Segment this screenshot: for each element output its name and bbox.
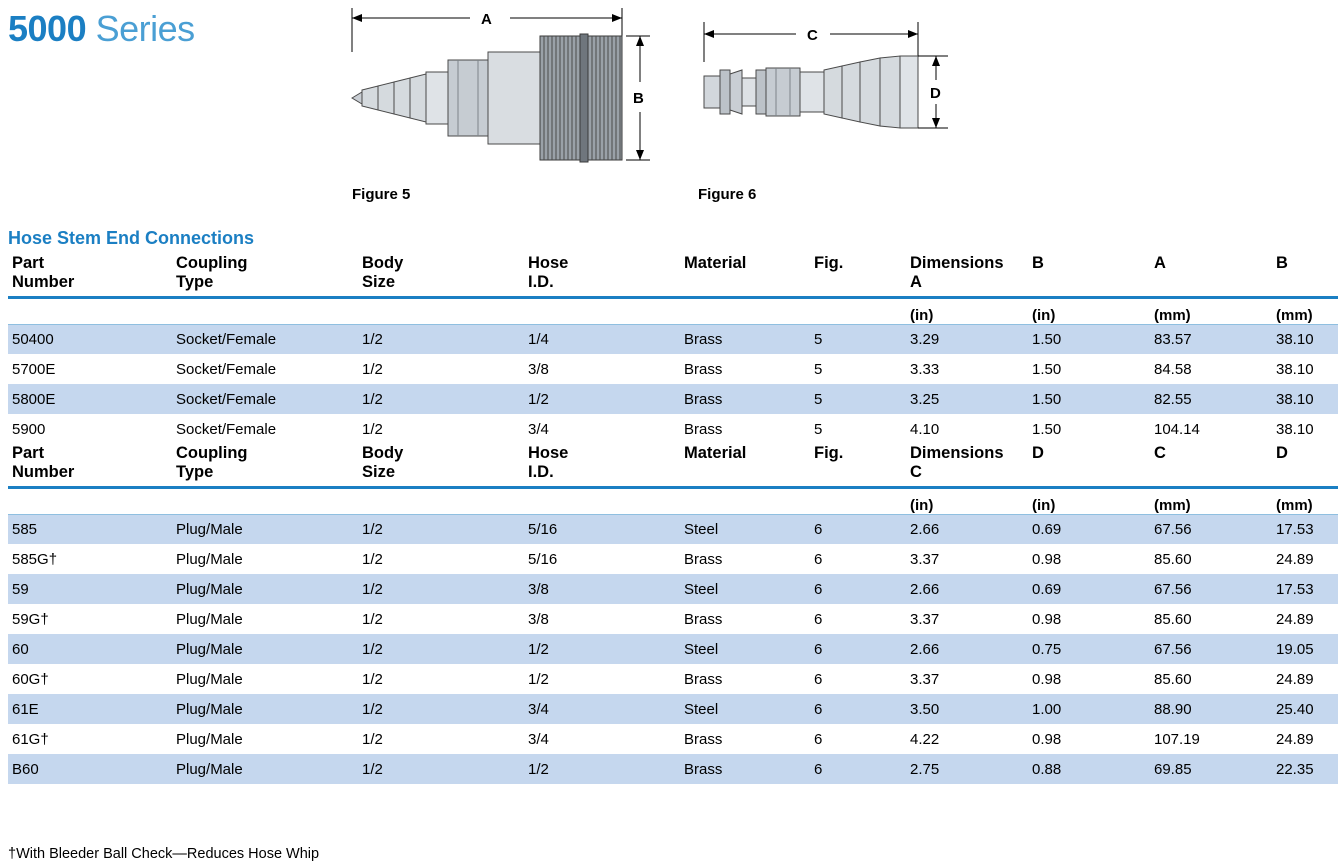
cell-material: Steel — [684, 574, 814, 604]
unit-blank-4 — [684, 297, 814, 324]
th2-fig: Fig. — [814, 444, 844, 462]
unit2-c-mm: (mm) — [1154, 487, 1276, 514]
cell-dim-d-mm: 24.89 — [1276, 550, 1314, 568]
th-hose-id: Hose I.D. — [528, 254, 569, 291]
hose-stem-table — [8, 254, 1338, 784]
page-title-series: Series — [95, 8, 195, 49]
cell-dim-c-mm: 85.60 — [1154, 670, 1192, 688]
cell-material: Brass — [684, 610, 723, 628]
cell-coupling-type: Plug/Male — [176, 550, 243, 568]
unit2-blank-2 — [362, 487, 528, 514]
cell-part-number: 60G† — [12, 670, 49, 688]
cell-dim-b-in: 1.50 — [1032, 420, 1062, 438]
th-coupling-type: Coupling Type — [176, 254, 248, 291]
th2-dim-c-in: Dimensions C — [910, 444, 1004, 481]
unit-blank-0 — [8, 297, 176, 324]
figure-6-drawing — [690, 0, 960, 200]
figure-5-svg — [330, 0, 660, 185]
unit-b-mm: (mm) — [1276, 297, 1338, 324]
cell-dim-c-in: 3.50 — [910, 694, 1032, 724]
cell-dim-d-mm: 17.53 — [1276, 574, 1338, 604]
cell-dim-c-mm: 67.56 — [1154, 514, 1276, 544]
table2-header-row — [8, 444, 1338, 482]
unit2-blank-1 — [176, 487, 362, 514]
th-part-number: Part Number — [12, 254, 75, 291]
cell-hose-id: 3/8 — [528, 574, 684, 604]
th2-part-number: Part Number — [12, 444, 75, 481]
cell-dim-a-mm: 82.55 — [1154, 384, 1276, 414]
cell-body-size: 1/2 — [362, 754, 528, 784]
cell-dim-d-mm: 24.89 — [1276, 610, 1314, 628]
table-row — [8, 414, 1338, 444]
cell-material: Steel — [684, 694, 814, 724]
cell-material: Brass — [684, 324, 814, 354]
cell-hose-id: 3/8 — [528, 360, 549, 378]
cell-hose-id: 1/4 — [528, 324, 684, 354]
cell-material: Brass — [684, 754, 814, 784]
unit-blank-3 — [528, 297, 684, 324]
cell-body-size: 1/2 — [362, 730, 383, 748]
cell-material: Brass — [684, 730, 723, 748]
cell-part-number: 61G† — [12, 730, 49, 748]
cell-dim-b-mm: 38.10 — [1276, 324, 1338, 354]
unit-a-in: (in) — [910, 297, 1032, 324]
cell-body-size: 1/2 — [362, 324, 528, 354]
table-row — [8, 754, 1338, 784]
cell-coupling-type: Socket/Female — [176, 360, 277, 378]
cell-coupling-type: Plug/Male — [176, 610, 243, 628]
cell-coupling-type: Plug/Male — [176, 754, 362, 784]
unit-blank-5 — [814, 297, 910, 324]
table1-header-row — [8, 254, 1338, 292]
cell-hose-id: 1/2 — [528, 634, 684, 664]
cell-fig: 5 — [814, 360, 823, 378]
table-row — [8, 634, 1338, 664]
cell-hose-id: 5/16 — [528, 514, 684, 544]
cell-coupling-type: Plug/Male — [176, 670, 243, 688]
cell-dim-c-mm: 107.19 — [1154, 730, 1200, 748]
cell-material: Brass — [684, 384, 814, 414]
unit2-blank-0 — [8, 487, 176, 514]
th2-coupling-type: Coupling Type — [176, 444, 248, 481]
footnote: †With Bleeder Ball Check—Reduces Hose Whip — [8, 846, 320, 862]
unit-b-in: (in) — [1032, 297, 1154, 324]
cell-dim-a-in: 3.25 — [910, 384, 1032, 414]
cell-dim-c-mm: 67.56 — [1154, 574, 1276, 604]
unit2-c-in: (in) — [910, 487, 1032, 514]
cell-part-number: 61E — [8, 694, 176, 724]
th2-dim-d-in: D — [1032, 444, 1044, 462]
cell-dim-b-mm: 38.10 — [1276, 420, 1314, 438]
cell-coupling-type: Plug/Male — [176, 514, 362, 544]
cell-dim-b-in: 1.50 — [1032, 324, 1154, 354]
cell-dim-d-in: 0.69 — [1032, 514, 1154, 544]
table-row — [8, 544, 1338, 574]
cell-dim-a-in: 3.33 — [910, 360, 940, 378]
cell-body-size: 1/2 — [362, 670, 383, 688]
cell-material: Steel — [684, 514, 814, 544]
cell-dim-b-mm: 38.10 — [1276, 384, 1338, 414]
cell-fig: 5 — [814, 384, 910, 414]
cell-dim-c-in: 2.75 — [910, 754, 1032, 784]
cell-part-number: 5800E — [8, 384, 176, 414]
cell-dim-c-mm: 69.85 — [1154, 754, 1276, 784]
cell-dim-c-in: 3.37 — [910, 610, 940, 628]
cell-fig: 6 — [814, 514, 910, 544]
th2-hose-id: Hose I.D. — [528, 444, 569, 481]
cell-material: Brass — [684, 670, 723, 688]
cell-dim-d-mm: 25.40 — [1276, 694, 1338, 724]
cell-body-size: 1/2 — [362, 550, 383, 568]
svg-text:D: D — [930, 85, 941, 102]
unit2-blank-4 — [684, 487, 814, 514]
cell-dim-c-in: 2.66 — [910, 574, 1032, 604]
cell-fig: 6 — [814, 634, 910, 664]
figure-5-caption: Figure 5 — [352, 186, 411, 203]
cell-dim-c-in: 2.66 — [910, 514, 1032, 544]
cell-hose-id: 3/4 — [528, 730, 549, 748]
cell-material: Brass — [684, 360, 723, 378]
cell-dim-d-in: 0.98 — [1032, 610, 1062, 628]
cell-dim-a-mm: 84.58 — [1154, 360, 1192, 378]
cell-coupling-type: Plug/Male — [176, 634, 362, 664]
cell-part-number: 585 — [8, 514, 176, 544]
th2-material: Material — [684, 444, 747, 462]
cell-material: Steel — [684, 634, 814, 664]
th-dim-a-in: Dimensions A — [910, 254, 1004, 291]
unit2-blank-5 — [814, 487, 910, 514]
cell-dim-d-mm: 24.89 — [1276, 730, 1314, 748]
cell-dim-c-in: 3.37 — [910, 550, 940, 568]
th2-dim-c-mm: C — [1154, 444, 1166, 462]
cell-part-number: 5900 — [12, 420, 46, 438]
figure-6-svg — [690, 0, 960, 185]
cell-fig: 6 — [814, 574, 910, 604]
cell-coupling-type: Plug/Male — [176, 694, 362, 724]
cell-dim-c-mm: 67.56 — [1154, 634, 1276, 664]
cell-dim-c-in: 4.22 — [910, 730, 940, 748]
th-body-size: Body Size — [362, 254, 404, 291]
cell-fig: 6 — [814, 550, 823, 568]
cell-dim-c-mm: 88.90 — [1154, 694, 1276, 724]
th-dim-a-mm: A — [1154, 254, 1166, 272]
unit2-blank-3 — [528, 487, 684, 514]
table-row — [8, 514, 1338, 544]
unit-a-mm: (mm) — [1154, 297, 1276, 324]
cell-body-size: 1/2 — [362, 384, 528, 414]
cell-dim-a-in: 4.10 — [910, 420, 940, 438]
table-row — [8, 574, 1338, 604]
cell-part-number: 59G† — [12, 610, 49, 628]
cell-body-size: 1/2 — [362, 694, 528, 724]
cell-dim-b-mm: 38.10 — [1276, 360, 1314, 378]
specifications-tables — [8, 254, 1338, 784]
figure-6-caption: Figure 6 — [698, 186, 757, 203]
cell-dim-d-in: 0.98 — [1032, 730, 1062, 748]
unit2-d-in: (in) — [1032, 487, 1154, 514]
cell-fig: 6 — [814, 694, 910, 724]
table-row — [8, 604, 1338, 634]
cell-body-size: 1/2 — [362, 514, 528, 544]
svg-text:B: B — [633, 90, 644, 107]
cell-body-size: 1/2 — [362, 360, 383, 378]
th-dim-b-mm: B — [1276, 254, 1288, 272]
cell-dim-a-in: 3.29 — [910, 324, 1032, 354]
cell-body-size: 1/2 — [362, 634, 528, 664]
cell-dim-b-in: 1.50 — [1032, 384, 1154, 414]
cell-hose-id: 1/2 — [528, 384, 684, 414]
cell-material: Brass — [684, 420, 723, 438]
cell-dim-d-in: 0.88 — [1032, 754, 1154, 784]
cell-hose-id: 1/2 — [528, 670, 549, 688]
cell-part-number: 5700E — [12, 360, 56, 378]
cell-dim-c-in: 2.66 — [910, 634, 1032, 664]
figure-5-drawing — [330, 0, 660, 200]
cell-coupling-type: Socket/Female — [176, 420, 277, 438]
table-row — [8, 384, 1338, 414]
cell-material: Brass — [684, 550, 723, 568]
cell-dim-d-in: 0.69 — [1032, 574, 1154, 604]
th-dim-b-in: B — [1032, 254, 1044, 272]
cell-part-number: B60 — [8, 754, 176, 784]
cell-coupling-type: Socket/Female — [176, 384, 362, 414]
th2-body-size: Body Size — [362, 444, 404, 481]
svg-text:A: A — [481, 11, 492, 28]
th-fig: Fig. — [814, 254, 844, 272]
unit-blank-1 — [176, 297, 362, 324]
cell-dim-a-mm: 83.57 — [1154, 324, 1276, 354]
cell-dim-c-in: 3.37 — [910, 670, 940, 688]
th-material: Material — [684, 254, 747, 272]
table-row — [8, 664, 1338, 694]
section-title: Hose Stem End Connections — [8, 228, 255, 248]
cell-body-size: 1/2 — [362, 610, 383, 628]
cell-fig: 6 — [814, 610, 823, 628]
cell-dim-c-mm: 85.60 — [1154, 610, 1192, 628]
cell-dim-d-mm: 19.05 — [1276, 634, 1338, 664]
cell-part-number: 585G† — [12, 550, 58, 568]
cell-fig: 6 — [814, 730, 823, 748]
cell-fig: 6 — [814, 754, 910, 784]
cell-fig: 5 — [814, 420, 823, 438]
cell-hose-id: 5/16 — [528, 550, 558, 568]
cell-fig: 5 — [814, 324, 910, 354]
cell-dim-d-in: 1.00 — [1032, 694, 1154, 724]
cell-dim-d-in: 0.75 — [1032, 634, 1154, 664]
page-title — [8, 8, 195, 50]
cell-dim-d-mm: 22.35 — [1276, 754, 1338, 784]
cell-coupling-type: Socket/Female — [176, 324, 362, 354]
table-row — [8, 354, 1338, 384]
table-row — [8, 694, 1338, 724]
cell-dim-d-mm: 24.89 — [1276, 670, 1314, 688]
cell-dim-d-in: 0.98 — [1032, 550, 1062, 568]
svg-text:C: C — [807, 27, 818, 44]
cell-hose-id: 3/4 — [528, 420, 549, 438]
cell-part-number: 50400 — [8, 324, 176, 354]
cell-coupling-type: Plug/Male — [176, 574, 362, 604]
cell-dim-b-in: 1.50 — [1032, 360, 1062, 378]
page-title-number: 5000 — [8, 8, 87, 49]
cell-dim-a-mm: 104.14 — [1154, 420, 1200, 438]
table-row — [8, 724, 1338, 754]
cell-hose-id: 1/2 — [528, 754, 684, 784]
cell-part-number: 59 — [8, 574, 176, 604]
cell-coupling-type: Plug/Male — [176, 730, 243, 748]
unit-blank-2 — [362, 297, 528, 324]
cell-body-size: 1/2 — [362, 574, 528, 604]
table-row — [8, 324, 1338, 354]
cell-body-size: 1/2 — [362, 420, 383, 438]
cell-hose-id: 3/4 — [528, 694, 684, 724]
table2-units-row — [8, 487, 1338, 514]
table1-units-row — [8, 297, 1338, 324]
cell-hose-id: 3/8 — [528, 610, 549, 628]
cell-dim-d-mm: 17.53 — [1276, 514, 1338, 544]
cell-fig: 6 — [814, 670, 823, 688]
cell-dim-c-mm: 85.60 — [1154, 550, 1192, 568]
th2-dim-d-mm: D — [1276, 444, 1288, 462]
cell-dim-d-in: 0.98 — [1032, 670, 1062, 688]
cell-part-number: 60 — [8, 634, 176, 664]
unit2-d-mm: (mm) — [1276, 487, 1338, 514]
